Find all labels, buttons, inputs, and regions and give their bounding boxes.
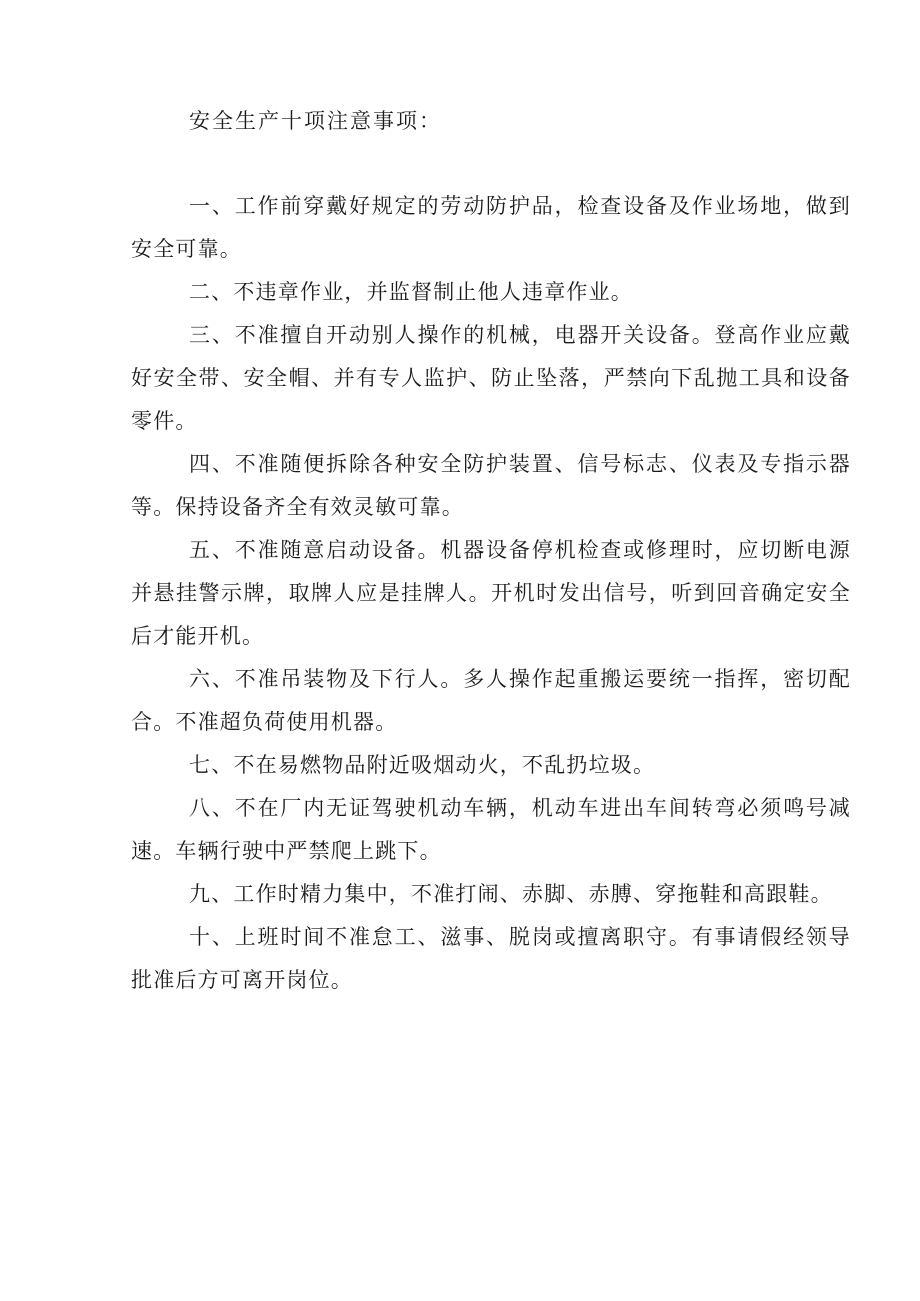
rule-item-10: 十、上班时间不准怠工、滋事、脱岗或擅离职守。有事请假经领导批准后方可离开岗位。 xyxy=(131,925,851,992)
document-page xyxy=(131,103,851,1002)
rule-item-5: 五、不准随意启动设备。机器设备停机检查或修理时，应切断电源并悬挂警示牌，取牌人应是挂牌人。开机时发出信号，听到回音确定安全后才能开机。 xyxy=(131,538,851,648)
rule-item-8: 八、不在厂内无证驾驶机动车辆，机动车进出车间转弯必须鸣号减速。车辆行驶中严禁爬上跳下。 xyxy=(131,796,851,863)
rule-item-9: 九、工作时精力集中，不准打闹、赤脚、赤膊、穿拖鞋和高跟鞋。 xyxy=(189,882,833,906)
rule-item-6: 六、不准吊装物及下行人。多人操作起重搬运要统一指挥，密切配合。不准超负荷使用机器。 xyxy=(131,667,851,734)
rule-item-1: 一、工作前穿戴好规定的劳动防护品，检查设备及作业场地，做到安全可靠。 xyxy=(131,194,851,261)
rule-item-3: 三、不准擅自开动别人操作的机械，电器开关设备。登高作业应戴好安全带、安全帽、并有专人监护、防止坠落，严禁向下乱抛工具和设备零件。 xyxy=(131,323,851,433)
document-title: 安全生产十项注意事项： xyxy=(189,109,442,133)
rule-item-2: 二、不违章作业，并监督制止他人违章作业。 xyxy=(189,280,633,304)
rule-item-4: 四、不准随便拆除各种安全防护装置、信号标志、仪表及专指示器等。保持设备齐全有效灵敏可靠。 xyxy=(131,452,851,519)
rule-item-7: 七、不在易燃物品附近吸烟动火，不乱扔垃圾。 xyxy=(189,753,656,777)
